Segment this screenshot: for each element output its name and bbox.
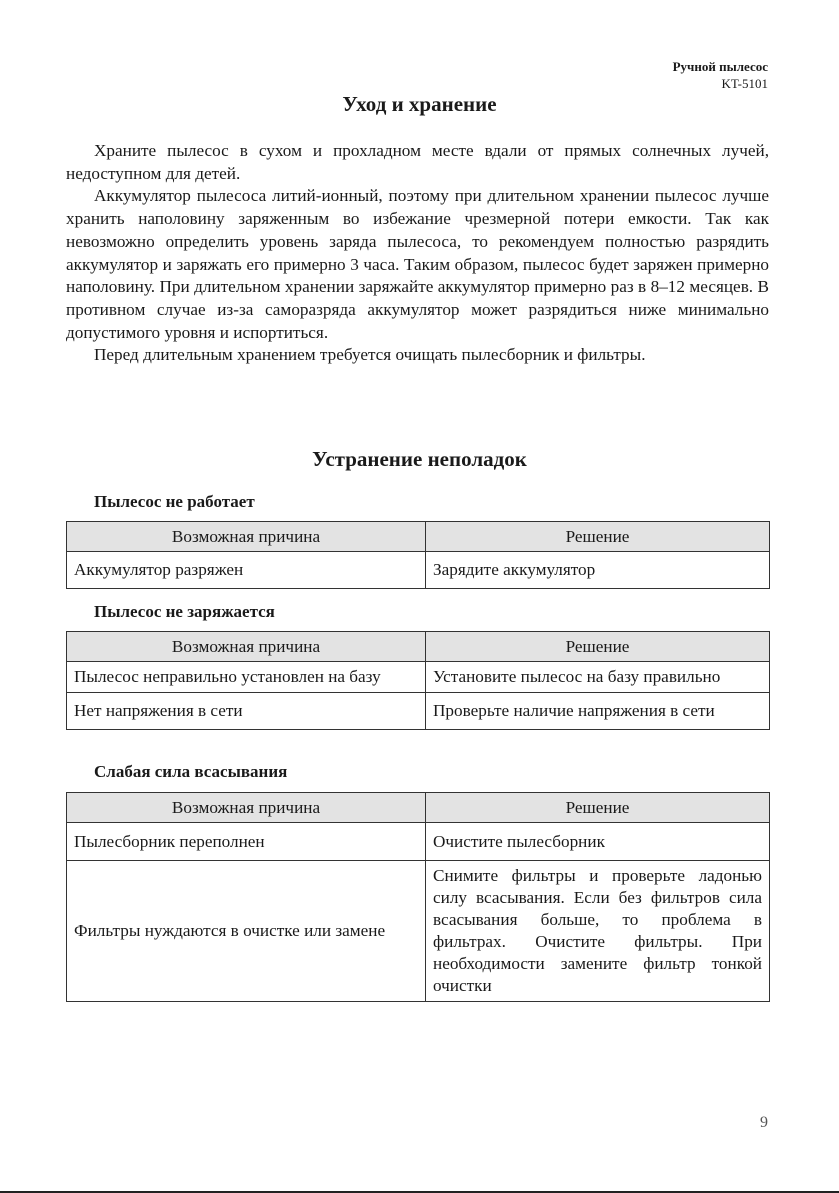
solution-cell: Снимите фильтры и проверьте ладонью силу всасывания. Если без фильтров сила всасывания больше, то проблема в фильтрах. Очистите фильтры. При необходимости замените фильтр тонкой очистки bbox=[426, 861, 770, 1002]
column-header-solution: Решение bbox=[426, 522, 770, 552]
table-header-row bbox=[67, 632, 770, 662]
cause-cell: Пылесос неправильно установлен на базу bbox=[67, 662, 426, 693]
cause-cell: Фильтры нуждаются в очистке или замене bbox=[67, 861, 426, 1002]
solution-cell: Зарядите аккумулятор bbox=[426, 552, 770, 589]
troubleshooting-table bbox=[66, 521, 770, 589]
column-header-solution: Решение bbox=[426, 793, 770, 823]
cause-cell: Нет напряжения в сети bbox=[67, 693, 426, 730]
section-heading: Пылесос не заряжается bbox=[94, 602, 275, 621]
care-paragraph: Перед длительным хранением требуется очищать пылесборник и фильтры. bbox=[94, 345, 646, 365]
troubleshooting-title: Устранение неполадок bbox=[312, 447, 527, 471]
header-model: KT-5101 bbox=[721, 76, 768, 91]
table-row bbox=[67, 823, 770, 861]
section-heading: Слабая сила всасывания bbox=[94, 762, 288, 781]
page-header bbox=[673, 58, 768, 92]
table-row bbox=[67, 662, 770, 693]
table-row bbox=[67, 552, 770, 589]
table-row bbox=[67, 693, 770, 730]
troubleshooting-table bbox=[66, 792, 770, 1002]
solution-cell: Установите пылесос на базу правильно bbox=[426, 662, 770, 693]
troubleshooting-table bbox=[66, 631, 770, 730]
column-header-cause: Возможная причина bbox=[67, 522, 426, 552]
care-paragraph: Аккумулятор пылесоса литий-ионный, поэтому при длительном хранении пылесос лучше хранить наполовину заряженным во избежание чрезмерной потери емкости. Так как невозможно определить уровень заряда пылесоса, то рекомендуем полностью разрядить аккумулятор и заряжать его примерно 3 часа. Таким образом, пылесос будет заряжен примерно наполовину. При длительном хранении заряжайте аккумулятор примерно раз в 8–12 месяцев. В противном случае из-за саморазряда аккумулятор может разрядиться ниже минимально допустимого уровня и испортиться. bbox=[66, 186, 769, 342]
column-header-cause: Возможная причина bbox=[67, 632, 426, 662]
table-header-row bbox=[67, 793, 770, 823]
cause-cell: Аккумулятор разряжен bbox=[67, 552, 426, 589]
care-text bbox=[66, 140, 769, 367]
page-number: 9 bbox=[760, 1114, 768, 1131]
solution-cell: Очистите пылесборник bbox=[426, 823, 770, 861]
solution-cell: Проверьте наличие напряжения в сети bbox=[426, 693, 770, 730]
table-header-row bbox=[67, 522, 770, 552]
column-header-cause: Возможная причина bbox=[67, 793, 426, 823]
header-product: Ручной пылесос bbox=[672, 59, 768, 74]
cause-cell: Пылесборник переполнен bbox=[67, 823, 426, 861]
section-heading: Пылесос не работает bbox=[94, 492, 255, 511]
care-paragraph: Храните пылесос в сухом и прохладном месте вдали от прямых солнечных лучей, недоступном для детей. bbox=[66, 141, 769, 183]
column-header-solution: Решение bbox=[426, 632, 770, 662]
care-title: Уход и хранение bbox=[342, 92, 497, 116]
table-row bbox=[67, 861, 770, 1002]
